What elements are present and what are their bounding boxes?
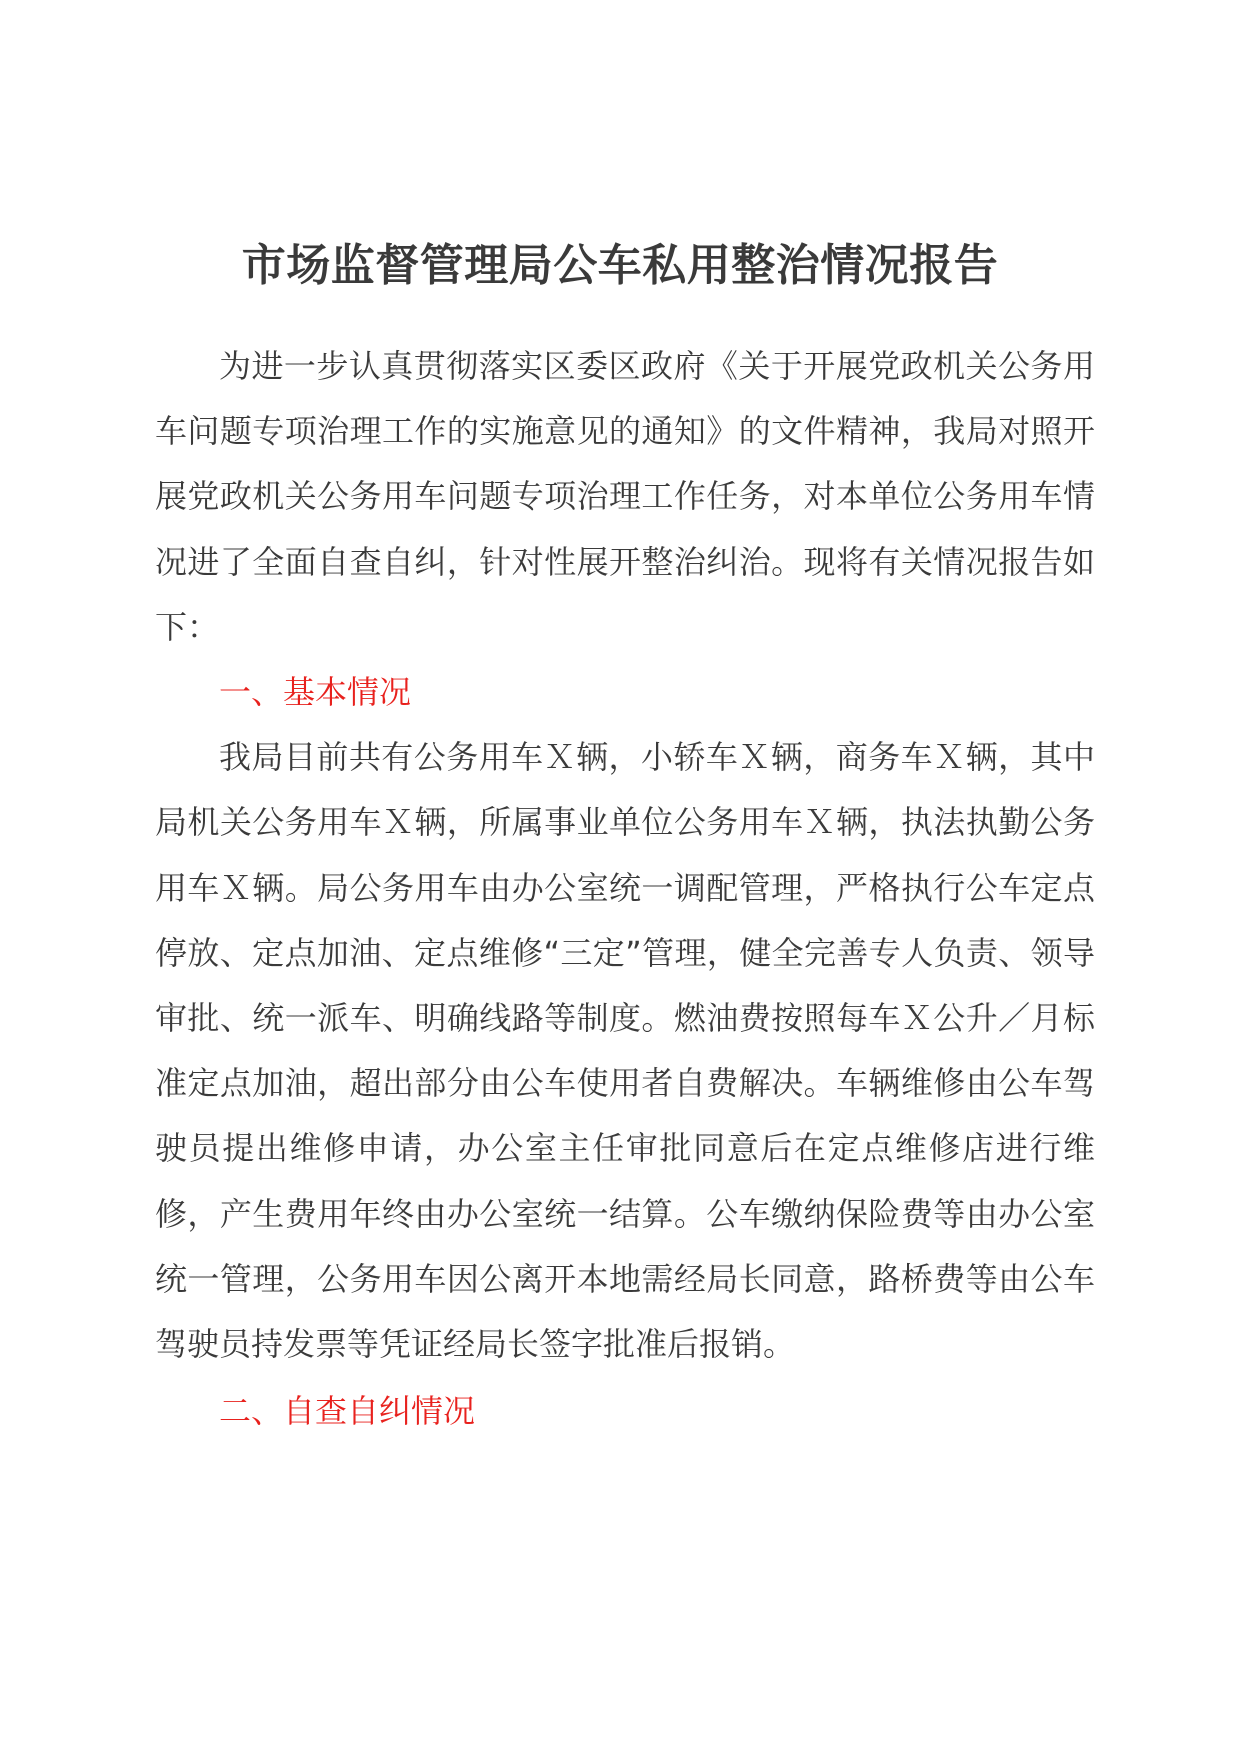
document-body [155, 334, 1095, 1444]
section-paragraph-basic-situation: 我局目前共有公务用车Ｘ辆，小轿车Ｘ辆，商务车Ｘ辆，其中局机关公务用车Ｘ辆，所属事业单位公务用车Ｘ辆，执法执勤公务用车Ｘ辆。局公务用车由办公室统一调配管理，严格执行公车定点停放、定点加油、定点维修“三定”管理，健全完善专人负责、领导审批、统一派车、明确线路等制度。燃油费按照每车Ｘ公升／月标准定点加油，超出部分由公车使用者自费解决。车辆维修由公车驾驶员提出维修申请，办公室主任审批同意后在定点维修店进行维修，产生费用年终由办公室统一结算。公车缴纳保险费等由办公室统一管理，公务用车因公离开本地需经局长同意，路桥费等由公车驾驶员持发票等凭证经局长签字批准后报销。 [155, 738, 1095, 1364]
intro-paragraph: 为进一步认真贯彻落实区委区政府《关于开展党政机关公务用车问题专项治理工作的实施意见的通知》的文件精神，我局对照开展党政机关公务用车问题专项治理工作任务，对本单位公务用车情况进了全面自查自纠，针对性展开整治纠治。现将有关情况报告如下： [155, 347, 1095, 646]
section-heading-self-inspection: 二、自查自纠情况 [219, 1392, 476, 1431]
section-heading-basic-situation: 一、基本情况 [219, 673, 412, 712]
document-title: 市场监督管理局公车私用整治情况报告 [241, 240, 999, 291]
